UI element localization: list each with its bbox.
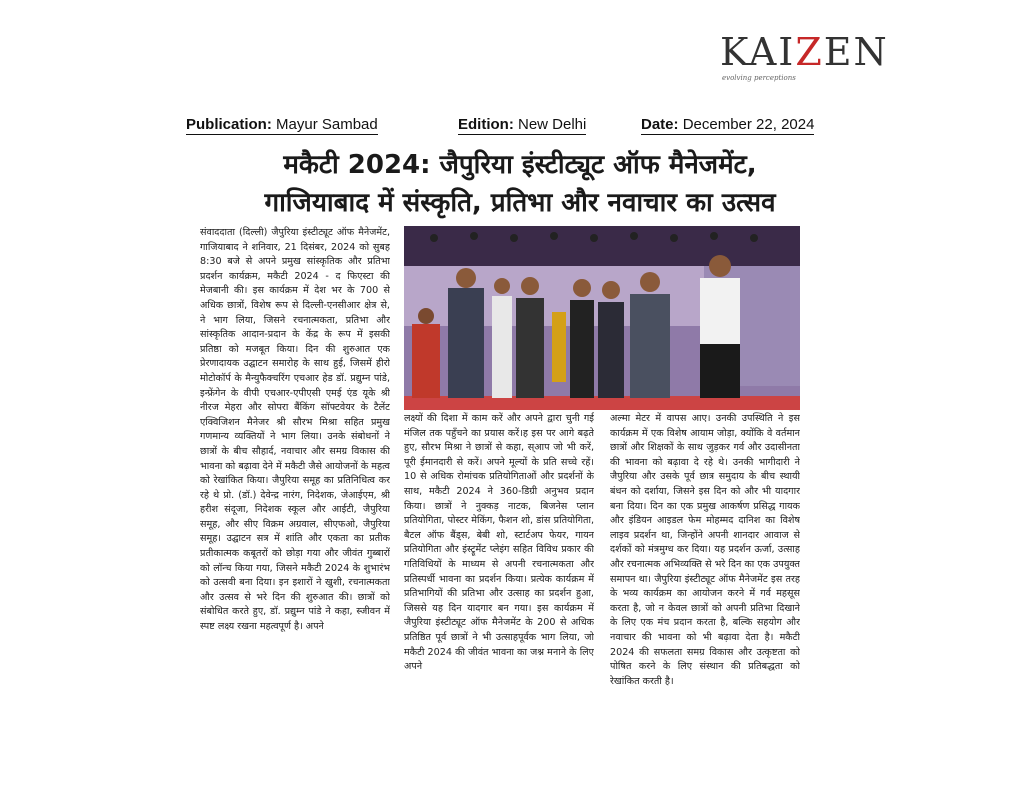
headline-line-2: गाजियाबाद में संस्कृति, प्रतिभा और नवाचार का उत्सव — [264, 188, 776, 218]
logo-z-accent: Z — [795, 30, 824, 74]
article-column-1: संवाददाता (दिल्ली) जैपुरिया इंस्टीट्यूट ऑफ मैनेजमेंट, गाजियाबाद ने शनिवार, 21 दिसंबर, 2024 को सुबह 8:30 बजे से अपने प्रमुख सांस्कृतिक और प्रतिभा प्रदर्शन कार्यक्रम, मकैटी 2024 - द फिएस्टा की मेजबानी की। इस कार्यक्रम में देश भर के 700 से अधिक छात्रों, विशेष रूप से दिल्ली-एनसीआर क्षेत्र से, ने भाग लिया, जिसने रचनात्मकता, प्रतिभा और सांस्कृतिक आदान-प्रदान के केंद्र के रूप में इसकी प्रतिष्ठा को मजबूत किया। दिन की शुरुआत एक प्रेरणादायक उद्घाटन समारोह के साथ हुई, जिसमें हीरो मोटोकॉर्प के मैन्युफैक्चरिंग एचआर हेड डॉ. प्रद्युम्न पांडे, इन्फ्रेंगेन के वीपी एचआर-एपीएसी एमई एंड यूके श्री नीरज मेहरा और सोपरा बैंकिंग सॉफ्टवेयर के टैलेंट एक्विजिशन मैनेजर श्री सौरभ मिश्रा सहित प्रमुख गणमान्य व्यक्तियों ने भाग लिया। उनके संबोधनों ने छात्रों के बीच सौहार्द, नवाचार और समग्र विकास की भावना को बढ़ावा देने में मकैटी जैसे आयोजनों के महत्व को रेखांकित किया। जैपुरिया समूह का प्रतिनिधित्व कर रहे थे प्रो. (डॉ.) देवेन्द्र नारंग, निदेशक, जेआईएम, श्री हरीश संदूजा, निदेशक स्कूल और आईटी, जैपुरिया समूह, और सीए विक्रम अग्रवाल, सीएफओ, जैपुरिया समूह। उद्घाटन सत्र में शांति और एकता का प्रतीक प्रतीकात्मक कबूतरों को छोड़ा गया और जीवंत गुब्बारों को लॉन्च किया गया, जिसने मकैटी 2024 के शुभारंभ को उत्सवी बना दिया। इन इशारों ने खुशी, रचनात्मकता और उत्सव से भरे दिन की शुरुआत की। छात्रों को संबोधित करते हुए, डॉ. प्रद्युम्न पांडे ने कहा, स्जीवन में स्पष्ट लक्ष्य रखना महत्वपूर्ण है। अपने — [200, 227, 390, 633]
logo-wordmark: KAIZEN — [720, 30, 889, 74]
date-field: Date: December 22, 2024 — [641, 116, 815, 133]
logo-tagline: evolving perceptions — [722, 74, 796, 82]
headline-line-1: मकैटी 2024: जैपुरिया इंस्टीट्यूट ऑफ मैनेजमेंट, — [283, 150, 757, 180]
edition-field: Edition: New Delhi — [458, 116, 587, 133]
event-photo — [404, 226, 800, 410]
article-column-2: लक्ष्यों की दिशा में काम करें और अपने द्वारा चुनी गई मंजिल तक पहुँचने का प्रयास करें।ह इस पर आगे बढ़ते हुए, सौरभ मिश्रा ने छात्रों से कहा, स्आप जो भी करें, पूरी ईमानदारी से करें। अपने मूल्यों के प्रति सच्चे रहें। 10 से अधिक रोमांचक प्रतियोगिताओं और प्रदर्शनों के साथ, मकैटी 2024 ने 360-डिग्री अनुभव प्रदान किया। छात्रों ने नुक्कड़ नाटक, बिजनेस प्लान प्रतियोगिता, पोस्टर मेकिंग, फैशन शो, डांस प्रतियोगिता, बैटल ऑफ बैंड्स, बेबी शो, स्टार्टअप फेयर, गायन प्रतियोगिता और इंस्ट्रूमेंट प्लेइंग सहित विविध प्रकार की गतिविधियों के माध्यम से अपनी रचनात्मकता और प्रतिस्पर्धी भावना का प्रदर्शन किया। प्रत्येक कार्यक्रम में प्रतिभागियों की प्रतिभा और उत्साह का प्रदर्शन हुआ, जिससे यह दिन यादगार बन गया। इस कार्यक्रम में जैपुरिया इंस्टीट्यूट ऑफ मैनेजमेंट के 200 से अधिक प्रतिष्ठित पूर्व छात्रों ने भी उत्साहपूर्वक भाग लिया, जो मकैटी 2024 की जीवंत भावना का जश्न मनाने के लिए अपने — [404, 413, 594, 673]
kaizen-logo — [720, 28, 890, 84]
article-column-3: अल्मा मेटर में वापस आए। उनकी उपस्थिति ने इस कार्यक्रम में एक विशेष आयाम जोड़ा, क्योंकि वे वर्तमान छात्रों और शिक्षकों के साथ जुड़कर गर्व और उदासीनता की भावना को बढ़ावा दे रहे थे। उनकी भागीदारी ने जैपुरिया और उसके पूर्व छात्र समुदाय के बीच स्थायी बंधन को दर्शाया, जिसने इस दिन को और भी यादगार बना दिया। दिन का एक प्रमुख आकर्षण प्रसिद्ध गायक और इंडियन आइडल फेम मोहम्मद दानिश का विशेष लाइव प्रदर्शन था, जिन्होंने अपनी शानदार आवाज से दर्शकों को मंत्रमुग्ध कर दिया। यह प्रदर्शन ऊर्जा, उत्साह और रचनात्मक अभिव्यक्ति से भरे दिन का एक उपयुक्त समापन था। जैपुरिया इंस्टीट्यूट ऑफ मैनेजमेंट इस तरह के भव्य कार्यक्रम का आयोजन करने में गर्व महसूस करता है, जो न केवल छात्रों को अपनी प्रतिभा दिखाने के लिए एक मंच प्रदान करता है, बल्कि सहयोग और नवाचार की भावना को भी बढ़ावा देता है। मकैटी 2024 की सफलता समग्र विकास और उत्कृष्टता को पोषित करने के लिए संस्थान की प्रतिबद्धता को रेखांकित करती है। — [610, 413, 800, 687]
clipping-meta — [186, 116, 832, 136]
publication-field: Publication: Mayur Sambad — [186, 116, 378, 133]
article-headline — [200, 146, 840, 222]
event-photo-illustration — [404, 226, 800, 410]
